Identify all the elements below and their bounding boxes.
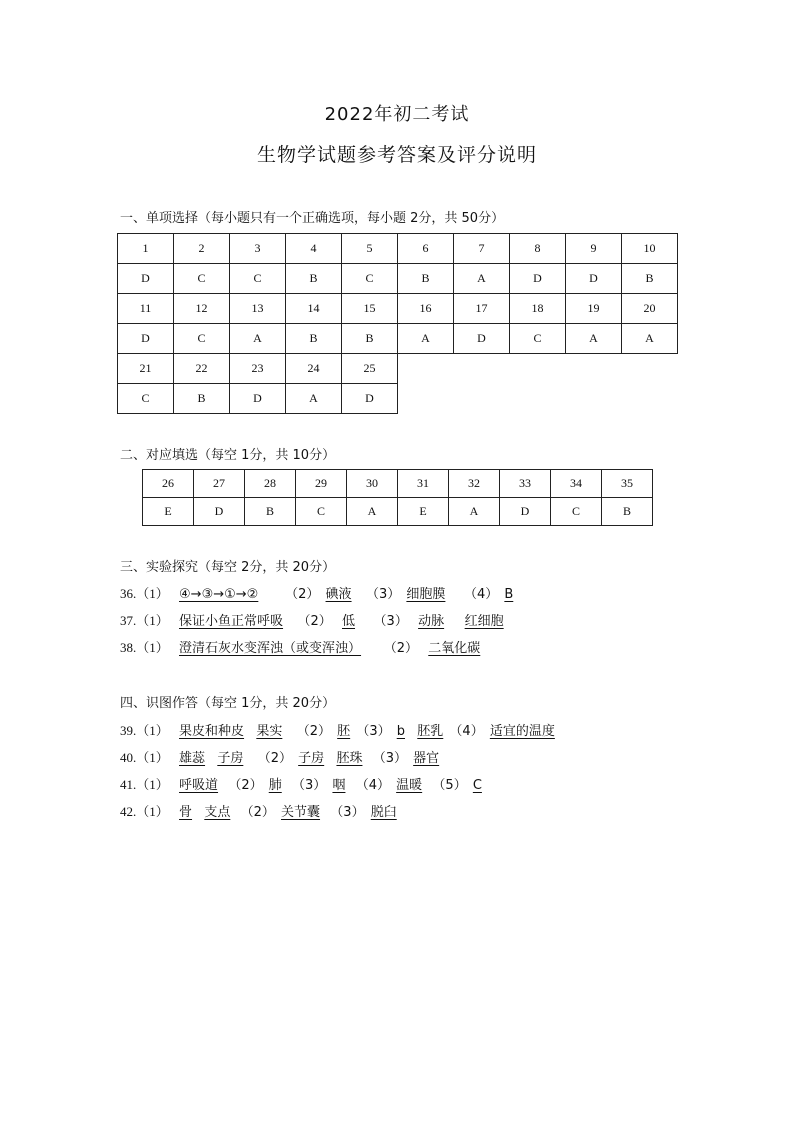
question-number: 4 — [286, 234, 342, 264]
answer-key-subtitle: 生物学试题参考答案及评分说明 — [256, 144, 537, 166]
answer-cell: B — [174, 384, 230, 414]
part-label: （2） — [383, 641, 418, 656]
question-number: 9 — [566, 234, 622, 264]
answer-cell: D — [342, 384, 398, 414]
answer-blank: 子房 — [217, 751, 244, 766]
answer-blank: 碘液 — [325, 587, 352, 602]
part-label: （5） — [432, 778, 467, 793]
answer-line-42 — [120, 801, 399, 820]
question-number: 16 — [398, 294, 454, 324]
question-number: 14 — [286, 294, 342, 324]
table-row — [118, 264, 678, 294]
answer-cell: D — [118, 264, 174, 294]
answer-cell: D — [118, 324, 174, 354]
question-number: 31 — [398, 470, 449, 498]
question-number: 19 — [566, 294, 622, 324]
answer-line-38 — [120, 637, 482, 656]
part-label: （2） — [297, 614, 332, 629]
answer-cell: A — [347, 498, 398, 526]
part-label: （2） — [296, 724, 332, 739]
question-number: 8 — [510, 234, 566, 264]
answer-blank: 澄清石灰水变浑浊（或变浑浊） — [179, 641, 362, 656]
question-number: 35 — [602, 470, 653, 498]
section2-heading: 二、对应填选（每空 1分，共 10分） — [120, 448, 336, 463]
answer-cell: A — [286, 384, 342, 414]
question-number: 20 — [622, 294, 678, 324]
part-label: （2） — [257, 751, 293, 766]
answer-cell: A — [449, 498, 500, 526]
question-number: 24 — [286, 354, 342, 384]
answer-cell: C — [174, 264, 230, 294]
answer-cell: E — [398, 498, 449, 526]
answer-blank: 动脉 — [418, 614, 445, 629]
part-label: （3） — [373, 614, 408, 629]
answer-blank: 细胞膜 — [406, 587, 446, 602]
question-number: 2 — [174, 234, 230, 264]
empty-cell — [398, 384, 454, 414]
answer-blank: 二氧化碳 — [428, 641, 481, 656]
question-label: 37.（1） — [120, 613, 169, 628]
answer-line-39 — [120, 720, 557, 739]
question-number: 5 — [342, 234, 398, 264]
question-label: 40.（1） — [120, 750, 169, 765]
part-label: （2） — [228, 778, 263, 793]
table-row — [118, 324, 678, 354]
answer-blank: 温暖 — [396, 778, 423, 793]
exam-title: 2022年初二考试 — [324, 104, 470, 125]
empty-cell — [510, 354, 566, 384]
part-label: （3） — [356, 724, 391, 739]
answer-cell: A — [622, 324, 678, 354]
question-number: 26 — [143, 470, 194, 498]
answer-blank: 骨 — [179, 805, 193, 820]
answer-cell: A — [398, 324, 454, 354]
question-label: 42.（1） — [120, 804, 169, 819]
answer-blank: b — [396, 724, 405, 739]
part-label: （3） — [330, 805, 365, 820]
answer-cell: A — [230, 324, 286, 354]
part-label: （4） — [463, 587, 499, 602]
table-row — [143, 470, 653, 498]
answer-cell: B — [286, 324, 342, 354]
empty-cell — [510, 384, 566, 414]
empty-cell — [454, 354, 510, 384]
answer-line-40 — [120, 747, 441, 766]
answer-blank: 红细胞 — [464, 614, 504, 629]
empty-cell — [566, 384, 622, 414]
section3-heading: 三、实验探究（每空 2分，共 20分） — [120, 560, 336, 575]
table-row — [143, 498, 653, 526]
question-number: 28 — [245, 470, 296, 498]
answer-blank: 果皮和种皮 — [179, 724, 245, 739]
answer-cell: A — [454, 264, 510, 294]
answer-blank: C — [472, 778, 482, 793]
question-number: 25 — [342, 354, 398, 384]
answer-cell: C — [174, 324, 230, 354]
question-number: 6 — [398, 234, 454, 264]
part-label: （2） — [285, 587, 320, 602]
table-row — [118, 294, 678, 324]
empty-cell — [622, 354, 678, 384]
answer-cell: C — [342, 264, 398, 294]
answer-cell: E — [143, 498, 194, 526]
answer-cell: C — [510, 324, 566, 354]
answer-blank: 适宜的温度 — [489, 724, 555, 739]
question-label: 38.（1） — [120, 640, 169, 655]
answer-blank: 果实 — [256, 724, 283, 739]
question-number: 27 — [194, 470, 245, 498]
answer-cell: D — [500, 498, 551, 526]
empty-cell — [454, 384, 510, 414]
part-label: （3） — [365, 587, 401, 602]
question-number: 34 — [551, 470, 602, 498]
answer-cell: D — [194, 498, 245, 526]
question-number: 23 — [230, 354, 286, 384]
answer-cell: C — [230, 264, 286, 294]
answer-cell: B — [245, 498, 296, 526]
empty-cell — [398, 354, 454, 384]
answer-blank: 肺 — [268, 778, 282, 793]
answer-blank: 器官 — [413, 751, 440, 766]
answer-cell: C — [551, 498, 602, 526]
part-label: （3） — [292, 778, 327, 793]
question-label: 41.（1） — [120, 777, 169, 792]
answer-blank: 关节囊 — [281, 805, 321, 820]
table-row — [118, 234, 678, 264]
answer-cell: D — [566, 264, 622, 294]
answer-line-41 — [120, 774, 484, 793]
section1-answer-table — [117, 233, 678, 414]
question-number: 3 — [230, 234, 286, 264]
table-row — [118, 384, 678, 414]
question-number: 13 — [230, 294, 286, 324]
part-label: （3） — [372, 751, 407, 766]
answer-blank: ④→③→①→② — [179, 587, 259, 602]
section2-answer-table — [142, 469, 653, 526]
answer-blank: 胚乳 — [417, 724, 444, 739]
question-number: 22 — [174, 354, 230, 384]
answer-cell: D — [510, 264, 566, 294]
question-number: 15 — [342, 294, 398, 324]
answer-cell: B — [622, 264, 678, 294]
answer-cell: B — [602, 498, 653, 526]
part-label: （4） — [355, 778, 390, 793]
answer-blank: 胚珠 — [336, 751, 363, 766]
answer-line-37 — [120, 610, 506, 629]
question-number: 12 — [174, 294, 230, 324]
section4-heading: 四、识图作答（每空 1分，共 20分） — [120, 696, 336, 711]
answer-blank: 保证小鱼正常呼吸 — [179, 614, 284, 629]
empty-cell — [566, 354, 622, 384]
question-number: 7 — [454, 234, 510, 264]
answer-blank: 胚 — [337, 724, 351, 739]
answer-cell: D — [230, 384, 286, 414]
answer-blank: 脱臼 — [370, 805, 397, 820]
question-number: 21 — [118, 354, 174, 384]
empty-cell — [622, 384, 678, 414]
answer-cell: A — [566, 324, 622, 354]
question-label: 36.（1） — [120, 586, 169, 601]
answer-line-36 — [120, 583, 515, 602]
question-number: 11 — [118, 294, 174, 324]
answer-cell: C — [118, 384, 174, 414]
answer-blank: 呼吸道 — [179, 778, 219, 793]
answer-cell: D — [454, 324, 510, 354]
question-number: 33 — [500, 470, 551, 498]
question-number: 1 — [118, 234, 174, 264]
question-number: 32 — [449, 470, 500, 498]
question-number: 30 — [347, 470, 398, 498]
answer-cell: B — [398, 264, 454, 294]
question-number: 29 — [296, 470, 347, 498]
answer-cell: B — [286, 264, 342, 294]
table-row — [118, 354, 678, 384]
section1-heading: 一、单项选择（每小题只有一个正确选项，每小题 2分，共 50分） — [120, 211, 505, 226]
part-label: （2） — [240, 805, 275, 820]
answer-blank: 雄蕊 — [179, 751, 206, 766]
answer-blank: 咽 — [332, 778, 346, 793]
question-number: 18 — [510, 294, 566, 324]
question-number: 10 — [622, 234, 678, 264]
question-number: 17 — [454, 294, 510, 324]
answer-cell: B — [342, 324, 398, 354]
answer-blank: B — [504, 587, 514, 602]
answer-blank: 子房 — [298, 751, 325, 766]
answer-blank: 低 — [342, 614, 356, 629]
part-label: （4） — [449, 724, 484, 739]
answer-blank: 支点 — [204, 805, 231, 820]
question-label: 39.（1） — [120, 723, 169, 738]
answer-cell: C — [296, 498, 347, 526]
